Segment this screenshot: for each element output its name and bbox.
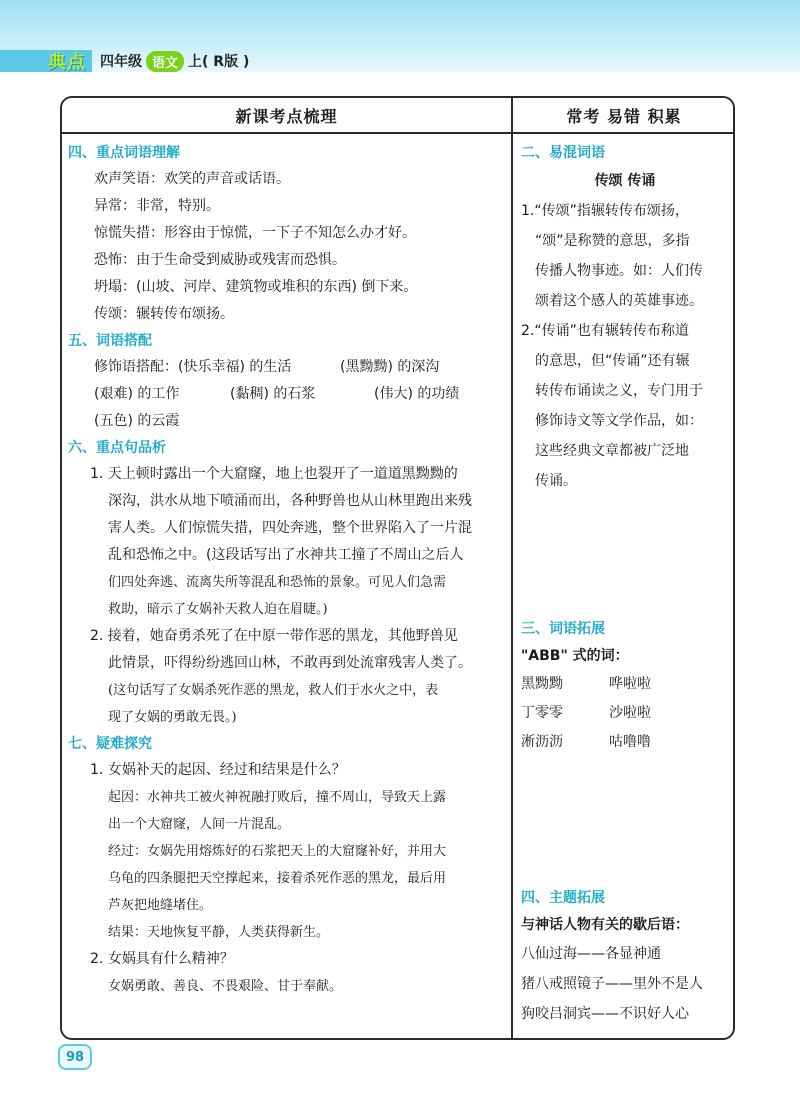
collocation: (伟大) 的功绩 (374, 386, 460, 402)
section-6-title: 六、重点句品析 (68, 440, 166, 456)
text-line: 救助，暗示了女娲补天救人迫在眉睫。) (108, 602, 328, 617)
logo-text: 典点 (48, 52, 86, 73)
text-line: 2.“传诵”也有辗转传布称道 (521, 323, 689, 339)
left-column-title: 新课考点梳理 (62, 98, 511, 134)
text-line: 此情景，吓得纷纷逃回山林，不敢再到处流窜残害人类了。 (108, 655, 472, 671)
answer-line: 经过：女娲先用熔炼好的石浆把天上的大窟窿补好，并用大 (108, 844, 447, 859)
vocab-line: 恐怖：由于生命受到威胁或残害而恐惧。 (94, 252, 346, 268)
collocation-row (68, 381, 503, 408)
section-5-title: 五、词语搭配 (68, 333, 152, 349)
subject-badge: 语文 (146, 51, 184, 72)
content-frame (60, 96, 735, 1040)
confusable-words-title: 传颂 传诵 (594, 173, 656, 189)
vocab-line: 惊慌失措：形容由于惊慌，一下子不知怎么办才好。 (94, 225, 416, 241)
right-section-3-title: 三、词语拓展 (521, 621, 605, 637)
xiehouyu-line: 狗咬吕洞宾——不识好人心 (521, 1006, 689, 1022)
text-line: 乱和恐怖之中。(这段话写出了水神共工撞了不周山之后人 (108, 547, 464, 563)
vocab-line: 坍塌：(山坡、河岸、建筑物或堆积的东西) 倒下来。 (94, 279, 418, 295)
abb-row (521, 670, 729, 699)
text-line: 颂着这个感人的英雄事迹。 (535, 293, 703, 309)
left-column (62, 98, 511, 1038)
abb-word: 黑黝黝 (521, 676, 563, 692)
edition-label: 上( R版 ) (188, 54, 250, 70)
vocab-line: 传颂：辗转传布颂扬。 (94, 306, 234, 322)
abb-word: 沙啦啦 (609, 705, 651, 721)
text-line: 1. 天上顿时露出一个大窟窿，地上也裂开了一道道黑黝黝的 (90, 466, 458, 482)
collocation: 修饰语搭配：(快乐幸福) 的生活 (94, 359, 292, 375)
grade-label: 四年级 (100, 54, 142, 70)
answer-line: 结果：天地恢复平静，人类获得新生。 (108, 925, 330, 940)
answer-line: 出一个大窟窿，人间一片混乱。 (108, 817, 291, 832)
question-2: 2. 女娲具有什么精神？ (90, 951, 234, 967)
text-line: 传播人物事迹。如：人们传 (535, 263, 703, 279)
right-section-2-title: 二、易混词语 (521, 145, 605, 161)
right-column-title: 常考 易错 积累 (513, 98, 735, 134)
abb-word: 咕噜噜 (609, 734, 651, 750)
sentence-item-1 (68, 461, 503, 623)
section-4-title: 四、重点词语理解 (68, 145, 180, 161)
answer-line: 芦灰把地缝堵住。 (108, 898, 213, 913)
text-line: 2. 接着，她奋勇杀死了在中原一带作恶的黑龙，其他野兽见 (90, 628, 458, 644)
text-line: (这句话写了女娲杀死作恶的黑龙，救人们于水火之中，表 (108, 683, 439, 698)
xiehouyu-line: 猪八戒照镜子——里外不是人 (521, 976, 703, 992)
abb-row (521, 699, 729, 728)
right-section-4-title: 四、主题拓展 (521, 890, 605, 906)
abb-word: 哗啦啦 (609, 676, 651, 692)
text-line: “颂”是称赞的意思，多指 (535, 233, 690, 249)
collocation: (艰难) 的工作 (94, 386, 180, 402)
text-line: 这些经典文章都被广泛地 (535, 443, 689, 459)
text-line: 的意思，但“传诵”还有辗 (535, 353, 690, 369)
text-line: 修饰诗文等文学作品，如： (535, 413, 703, 429)
text-line: 转传布诵读之义，专门用于 (535, 383, 703, 399)
collocation: (黑黝黝) 的深沟 (340, 359, 440, 375)
collocation: (五色) 的云霞 (94, 413, 180, 429)
xiehouyu-title: 与神话人物有关的歇后语： (521, 917, 689, 933)
text-line: 现了女娲的勇敢无畏。) (108, 710, 237, 725)
text-line: 深沟，洪水从地下喷涌而出，各种野兽也从山林里跑出来残 (108, 493, 472, 509)
answer-line: 乌龟的四条腿把天空撑起来，接着杀死作恶的黑龙，最后用 (108, 871, 447, 886)
sentence-item-2 (68, 623, 503, 731)
abb-word: 丁零零 (521, 705, 563, 721)
text-line: 害人类。人们惊慌失措，四处奔逃，整个世界陷入了一片混 (108, 520, 472, 536)
abb-title: "ABB" 式的词： (521, 648, 629, 664)
text-line: 传诵。 (535, 473, 577, 489)
xiehouyu-line: 八仙过海——各显神通 (521, 946, 661, 962)
vocab-line: 欢声笑语：欢笑的声音或话语。 (94, 171, 290, 187)
page-number: 98 (58, 1044, 92, 1070)
logo (0, 50, 92, 72)
text-line: 们四处奔逃、流离失所等混乱和恐怖的景象。可见人们急需 (108, 575, 447, 590)
collocation-row (68, 354, 503, 381)
vocab-line: 异常：非常，特别。 (94, 198, 220, 214)
right-column (511, 98, 735, 1038)
collocation-row (68, 408, 503, 435)
section-7-title: 七、疑难探究 (68, 736, 152, 752)
collocation: (黏稠) 的石浆 (230, 386, 316, 402)
text-line: 1.“传颂”指辗转传布颂扬， (521, 203, 689, 219)
header-bar (0, 50, 800, 72)
answer-line: 女娲勇敢、善良、不畏艰险、甘于奉献。 (108, 979, 343, 994)
answer-line: 起因：水神共工被火神祝融打败后，撞不周山，导致天上露 (108, 790, 447, 805)
question-1: 1. 女娲补天的起因、经过和结果是什么？ (90, 762, 346, 778)
abb-row (521, 728, 729, 757)
abb-word: 淅沥沥 (521, 734, 563, 750)
